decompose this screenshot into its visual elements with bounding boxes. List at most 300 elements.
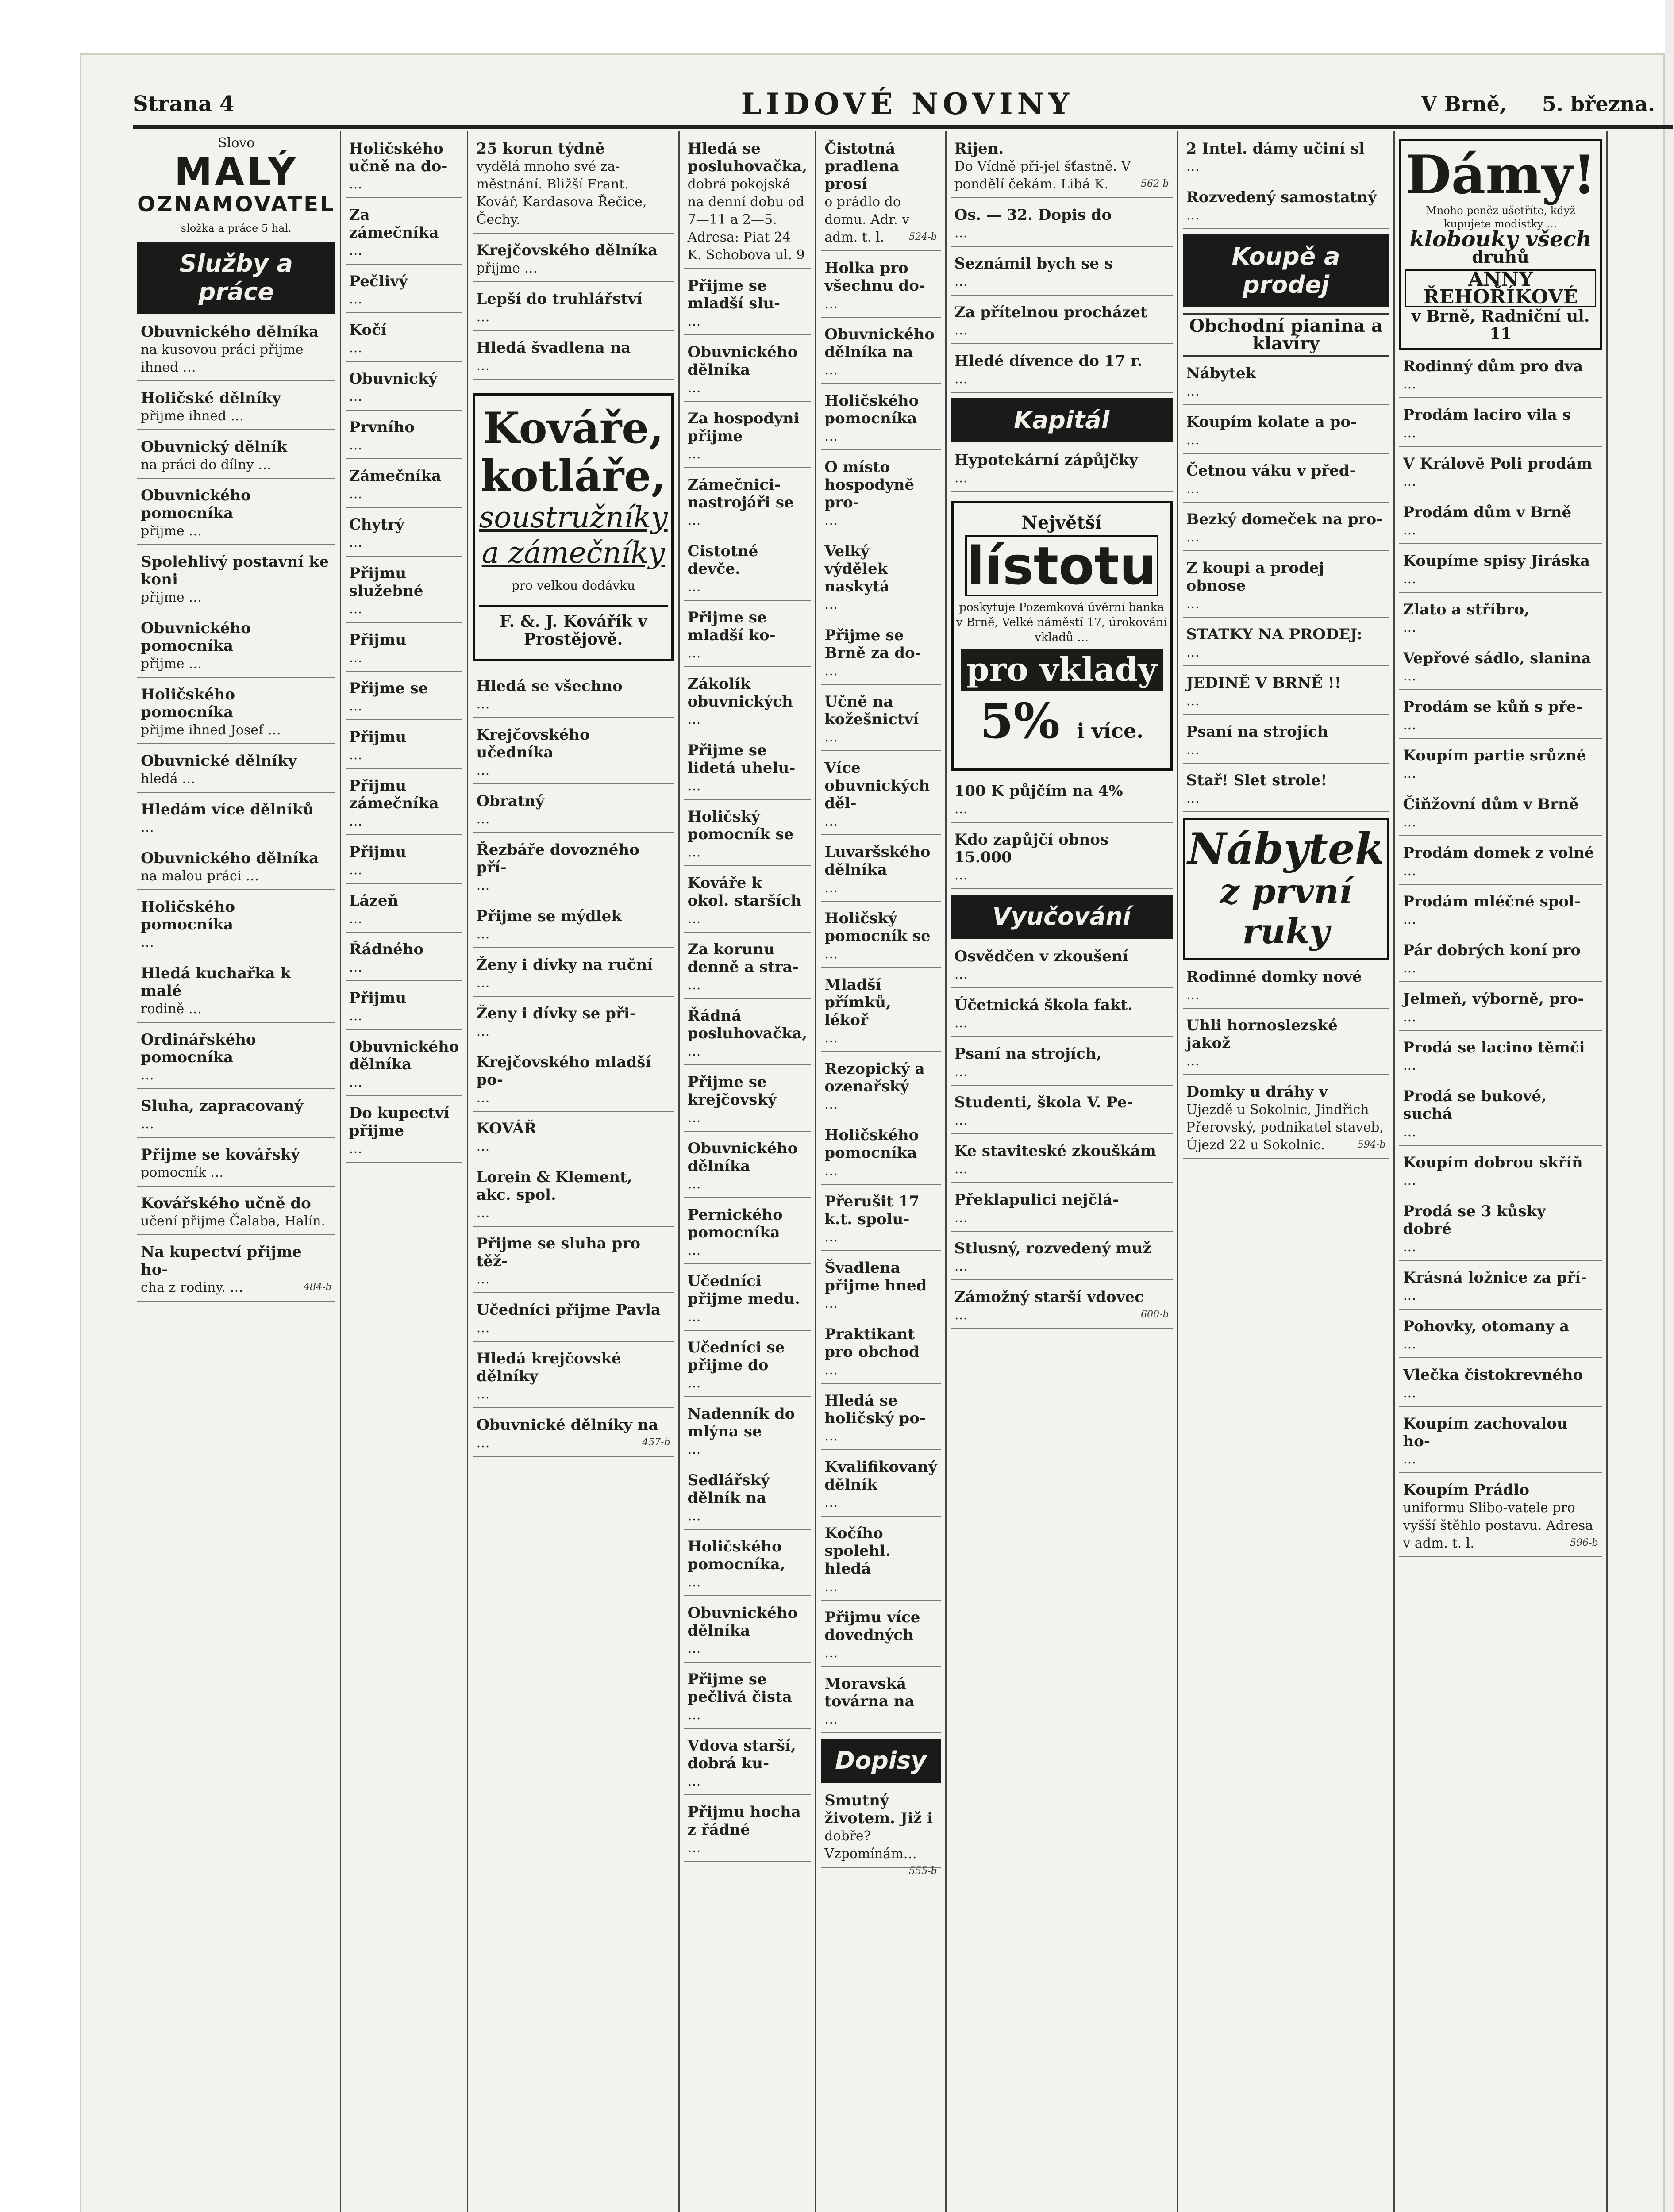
ad-keyword: Čiňžovní dům v Brně: [1403, 795, 1579, 813]
ad-keyword: Zlato a stříbro,: [1403, 601, 1530, 618]
ad-body: …: [954, 323, 968, 338]
ad-keyword: Smutný životem. Již i: [824, 1792, 933, 1827]
ad-body: …: [476, 1320, 490, 1336]
ad-body: …: [476, 926, 490, 942]
ad-body: …: [954, 1307, 968, 1323]
listek-pro-vklady: pro vklady: [961, 649, 1163, 691]
ad-body: …: [687, 1840, 701, 1855]
ad-body: …: [1403, 1452, 1416, 1467]
ad-body: …: [1186, 742, 1200, 757]
ad-body: …: [1403, 668, 1416, 684]
ad-body: …: [824, 1579, 838, 1594]
ad-body: …: [687, 712, 701, 727]
listek-text: poskytuje Pozemková úvěrní banka v Brně, Velké náměstí 17, úrokování vkladů …: [956, 601, 1167, 644]
ad-body: …: [1403, 1336, 1416, 1352]
header-rule: [133, 125, 1673, 129]
ad-body: …: [1403, 863, 1416, 879]
ad-body: …: [476, 358, 490, 373]
damy-name: ANNY ŘEHOŘÍKOVÉ: [1405, 269, 1596, 307]
classified-ad: [473, 1166, 673, 1227]
ad-body: …: [476, 1435, 490, 1451]
ad-body: …: [824, 1712, 838, 1727]
ad-keyword: Zámožný starší vdovec: [954, 1288, 1144, 1306]
ad-list: [1183, 362, 1389, 812]
kovare-line1: Kováře,: [483, 403, 664, 453]
ad-keyword: Překlapulici nejčlá-: [954, 1191, 1119, 1209]
classified-ad: [1183, 557, 1389, 618]
classified-ad: [137, 798, 335, 841]
ad-body: …: [687, 1243, 701, 1258]
ad-body: hledá …: [141, 771, 196, 787]
ad-keyword: Obuvnického pomocníka: [141, 619, 251, 655]
ad-keyword: Koupím kolate a po-: [1186, 413, 1357, 431]
classified-ad: [684, 1137, 811, 1198]
ad-body: …: [1403, 1058, 1416, 1073]
classified-ad: [951, 1286, 1173, 1329]
classified-ad: [821, 257, 940, 318]
classified-ad: [821, 1455, 940, 1517]
ad-keyword: Krásná ložnice za pří-: [1403, 1269, 1587, 1286]
ad-keyword: Přijmu: [349, 631, 407, 649]
ad-keyword: Hledám více dělníků: [141, 801, 314, 818]
ad-body: …: [954, 371, 968, 387]
ad-keyword: Za korunu denně a stra-: [687, 941, 799, 976]
ad-body: …: [1186, 384, 1200, 399]
ad-body: …: [349, 535, 362, 550]
ad-keyword: Kočí: [349, 321, 387, 339]
ad-body: …: [824, 814, 838, 829]
ad-keyword: Pohovky, otomany a: [1403, 1317, 1570, 1335]
classified-ad: [951, 301, 1173, 344]
ad-body: …: [687, 380, 701, 396]
maly-oznamovatel-block: [137, 134, 335, 237]
classified-ad: [821, 1323, 940, 1384]
ad-body: na malou práci …: [141, 868, 259, 884]
ad-keyword: Sluha, zapracovaný: [141, 1097, 304, 1115]
ad-body: …: [824, 597, 838, 612]
ad-number: 524-b: [909, 231, 937, 242]
ad-keyword: Hledé dívence do 17 r.: [954, 352, 1143, 370]
ad-keyword: Učedníci se přijme do: [687, 1339, 785, 1374]
classified-ad: [1183, 720, 1389, 764]
koupe-subtitle: Obchodní pianina a klavíry: [1183, 313, 1389, 357]
ad-keyword: Rodinné domky nové: [1186, 968, 1362, 986]
classified-ad: [821, 1190, 940, 1251]
ad-keyword: Na kupectví přijme ho-: [141, 1243, 302, 1279]
classified-ad: [1399, 598, 1601, 641]
ad-keyword: Řezbáře dovozného pří-: [476, 841, 639, 876]
classified-ad: [684, 1601, 811, 1663]
classified-ad: [346, 938, 463, 981]
ad-keyword: Holičský pomocník se: [824, 910, 931, 945]
ad-keyword: Studenti, škola V. Pe-: [954, 1094, 1133, 1111]
ad-body: …: [476, 696, 490, 712]
ad-body: …: [476, 1205, 490, 1221]
ad-body: …: [824, 730, 838, 745]
classified-ad: [1399, 1085, 1601, 1146]
ad-keyword: Jelmeň, výborně, pro-: [1403, 990, 1584, 1008]
ad-body: …: [349, 1075, 362, 1090]
classified-ad: [1183, 1080, 1389, 1159]
classified-ad: [684, 274, 811, 335]
ad-keyword: Přerušit 17 k.t. spolu-: [824, 1193, 920, 1228]
ad-keyword: O místo hospodyně pro-: [824, 458, 915, 511]
ad-list: [1183, 965, 1389, 1159]
classified-ad: [951, 945, 1173, 988]
ad-keyword: Obuvnický dělník: [141, 438, 287, 456]
ad-body: …: [1403, 814, 1416, 830]
ad-body: …: [824, 429, 838, 444]
ad-list: [137, 320, 335, 1302]
ad-list: [1183, 137, 1389, 229]
ad-body: …: [687, 911, 701, 926]
classified-ad: [137, 387, 335, 430]
listek-percent-suffix: i více.: [1077, 719, 1144, 743]
classified-ad: [346, 726, 463, 769]
ad-keyword: Kdo zapůjčí obnos 15.000: [954, 831, 1109, 866]
ad-keyword: Přijme se Brně za do-: [824, 626, 921, 662]
page-header: [133, 88, 1673, 119]
classified-ad: [1399, 1266, 1601, 1310]
classified-ad: [951, 1091, 1173, 1134]
ad-body: …: [1186, 645, 1200, 660]
classified-ad: [473, 288, 673, 331]
ad-body: …: [1403, 1009, 1416, 1025]
ad-body: …: [1403, 1239, 1416, 1255]
classified-ad: [821, 323, 940, 384]
ad-body: …: [476, 763, 490, 778]
ad-body: …: [476, 878, 490, 893]
classified-ad: [473, 790, 673, 833]
classified-ad: [1183, 459, 1389, 503]
kovare-line3: soustružníky: [479, 500, 668, 534]
ad-list: [821, 1789, 940, 1877]
ad-keyword: Sedlářský dělník na: [687, 1471, 770, 1507]
ad-keyword: Bezký domeček na pro-: [1186, 511, 1383, 528]
classified-ad: [1399, 452, 1601, 495]
classified-ad: [821, 690, 940, 751]
classified-ad: [346, 774, 463, 835]
classified-ad: [137, 320, 335, 381]
ad-keyword: Přijmu více dovedných: [824, 1609, 920, 1644]
ad-body: pomocník …: [141, 1165, 224, 1180]
ad-number: 594-b: [1357, 1139, 1386, 1150]
ad-body: …: [954, 1161, 968, 1177]
classified-ad: [1183, 672, 1389, 715]
ad-body: …: [1186, 1053, 1200, 1069]
classified-ad: [137, 435, 335, 479]
ad-body: …: [824, 1429, 838, 1444]
page-number: Strana 4: [133, 92, 235, 116]
ad-body: …: [954, 1210, 968, 1225]
ad-keyword: Velký výdělek naskytá: [824, 542, 890, 595]
ad-number: 562-b: [1141, 178, 1169, 189]
classified-ad: [473, 1232, 673, 1293]
classified-ad: [1399, 695, 1601, 739]
ad-body: …: [687, 1375, 701, 1391]
ad-keyword: Luvaršského dělníka: [824, 843, 931, 879]
damy-title: Dámy!: [1405, 144, 1596, 206]
ad-body: …: [687, 1044, 701, 1059]
ad-body: …: [824, 1296, 838, 1311]
classified-ad: [951, 449, 1173, 492]
classified-ad: [951, 780, 1173, 823]
ad-body: …: [349, 699, 362, 714]
ad-list: [1399, 355, 1601, 1557]
ad-body: …: [349, 862, 362, 878]
classified-ad: [473, 1298, 673, 1342]
ad-keyword: Hledá krejčovské dělníky: [476, 1350, 621, 1385]
classified-ad: [684, 407, 811, 468]
ad-body: přijme …: [141, 656, 202, 672]
scan-margin-top: [0, 0, 1674, 53]
ad-keyword: Přijme se kovářský: [141, 1146, 300, 1164]
classified-ad: [821, 1389, 940, 1450]
ad-body: …: [1403, 912, 1416, 927]
classified-ad: [137, 1094, 335, 1138]
classified-ad: [684, 1535, 811, 1596]
classified-ad: [346, 562, 463, 623]
ad-body: …: [687, 1110, 701, 1125]
ad-list: [684, 137, 811, 1862]
classified-ad: [473, 953, 673, 997]
classified-ad: [684, 473, 811, 534]
classified-ad: [473, 723, 673, 784]
ad-body: …: [687, 1641, 701, 1656]
ad-keyword: Za hospodyni přijme: [687, 410, 800, 445]
ad-body: …: [349, 340, 362, 356]
classified-ad: [951, 349, 1173, 393]
ad-keyword: Obuvnického dělníka: [349, 1038, 459, 1073]
ad-keyword: 100 K půjčím na 4%: [954, 782, 1123, 800]
ad-keyword: Pečlivý: [349, 273, 408, 290]
classified-ad: [1183, 137, 1389, 180]
ad-body: …: [1403, 960, 1416, 976]
ad-keyword: Obuvnické dělníky: [141, 752, 297, 770]
listek-advertisement: [951, 501, 1173, 771]
ad-body: …: [687, 579, 701, 595]
classified-ad: [684, 137, 811, 269]
ad-body: …: [954, 801, 968, 817]
classified-ad: [951, 994, 1173, 1037]
classified-ad: [346, 889, 463, 933]
classified-ad: [346, 987, 463, 1030]
classified-ad: [951, 1237, 1173, 1280]
ad-keyword: 2 Intel. dámy učiní sl: [1186, 140, 1365, 157]
ad-keyword: Kováře k okol. starších: [687, 874, 802, 910]
ad-body: vydělá mnoho své za-městnání. Bližší Frant. Kovář, Kardasova Řečice, Čechy.: [476, 159, 647, 227]
ad-keyword: Vepřové sádlo, slanina: [1403, 649, 1591, 667]
ad-body: …: [687, 645, 701, 661]
classified-ad: [1183, 965, 1389, 1009]
maly-price-note: složka a práce 5 hal.: [181, 222, 292, 234]
ad-list: [951, 780, 1173, 889]
section-banner-sluzby: Služby a práce: [137, 242, 335, 314]
ad-body: …: [824, 1097, 838, 1112]
ad-keyword: Spolehlivý postavní ke koni: [141, 553, 329, 588]
classified-ad: [473, 1002, 673, 1045]
classified-ad: [821, 1606, 940, 1667]
ad-number: 555-b: [909, 1866, 937, 1877]
damy-address: v Brně, Radniční ul. 11: [1411, 307, 1590, 343]
classified-ad: [951, 204, 1173, 247]
ad-body: …: [687, 845, 701, 860]
ad-keyword: Koupím zachovalou ho-: [1403, 1415, 1568, 1450]
masthead: LIDOVÉ NOVINY: [741, 87, 1074, 121]
damy-advertisement: [1399, 139, 1601, 350]
column-9: [1608, 131, 1673, 2212]
ad-keyword: Hledá se všechno: [476, 677, 623, 695]
ad-keyword: Holičského pomocníka: [141, 898, 235, 933]
ad-keyword: Holičské dělníky: [141, 389, 281, 407]
ad-body: …: [1403, 376, 1416, 392]
ad-keyword: Obuvnického dělníka: [141, 849, 319, 867]
ad-keyword: Pár dobrých koní pro: [1403, 941, 1581, 959]
maly-title: MALÝ: [174, 150, 298, 194]
ad-body: …: [687, 1774, 701, 1789]
classified-ad: [473, 1051, 673, 1112]
ad-keyword: Nábytek: [1186, 365, 1256, 382]
classified-ad: [1399, 549, 1601, 593]
ad-body: …: [824, 362, 838, 378]
classified-ad: [684, 1734, 811, 1795]
classified-ad: [821, 456, 940, 534]
ad-keyword: Učedníci přijme Pavla: [476, 1301, 661, 1319]
classified-ad: [473, 675, 673, 718]
classified-ad: [473, 336, 673, 380]
ad-body: …: [476, 1271, 490, 1287]
classified-ad: [346, 137, 463, 198]
ad-keyword: Holičského pomocníka: [141, 686, 235, 721]
ad-body: …: [954, 274, 968, 289]
ad-keyword: Prodá se 3 kůsky dobré: [1403, 1202, 1546, 1238]
ad-body: …: [954, 1064, 968, 1079]
column-3: [468, 131, 679, 2212]
ad-keyword: Obuvnického dělníka: [687, 1140, 798, 1175]
classified-ad: [1399, 939, 1601, 982]
ad-keyword: Účetnická škola fakt.: [954, 996, 1133, 1014]
classified-ad: [821, 907, 940, 968]
ad-body: …: [687, 1442, 701, 1457]
ad-keyword: Čistotná pradlena prosí: [824, 140, 899, 193]
classified-ad: [137, 1192, 335, 1235]
ad-keyword: Hledá švadlena na: [476, 339, 631, 357]
city: V Brně,: [1421, 92, 1507, 116]
oznamovatel-title: OZNAMOVATEL: [137, 192, 335, 217]
ad-body: …: [824, 1362, 838, 1378]
kovare-line2: kotláře,: [481, 451, 666, 501]
ad-body: …: [687, 1176, 701, 1192]
classified-ad: [137, 617, 335, 678]
ad-keyword: Přijme se mladší slu-: [687, 277, 781, 312]
ad-body: uniformu Slibo-vatele pro vyšší štěhlo postavu. Adresa v adm. t. l.: [1403, 1500, 1593, 1551]
classified-ad: [346, 677, 463, 720]
ad-keyword: Zákolík obuvnických: [687, 675, 793, 710]
ad-keyword: Přijme se pečlivá čista: [687, 1671, 792, 1706]
ad-keyword: Psaní na strojích: [1186, 723, 1328, 741]
ad-body: Do Vídně při-jel šťastně. V pondělí čekám. Libá K.: [954, 159, 1131, 192]
ad-keyword: Holičského pomocníka: [824, 1126, 919, 1162]
ad-body: …: [687, 1707, 701, 1723]
ad-keyword: Lorein & Klement, akc. spol.: [476, 1168, 632, 1204]
ad-body: …: [824, 1030, 838, 1046]
damy-druhu: druhů: [1472, 247, 1529, 267]
classified-ad: [346, 270, 463, 313]
classified-ad: [821, 973, 940, 1052]
ad-body: …: [824, 1495, 838, 1510]
classified-ad: [821, 1789, 940, 1877]
ad-body: …: [824, 1229, 838, 1245]
ad-keyword: Kočího spolehl. hledá: [824, 1525, 891, 1578]
ad-body: …: [954, 868, 968, 883]
ad-body: …: [1186, 791, 1200, 806]
ad-keyword: Řádného: [349, 941, 424, 958]
classified-ad: [346, 628, 463, 672]
ad-body: …: [1186, 481, 1200, 496]
ad-keyword: Obuvnického dělníka na: [824, 326, 935, 361]
ad-keyword: Prodám mléčné spol-: [1403, 893, 1581, 910]
ad-keyword: Rijen.: [954, 140, 1004, 157]
classified-ad: [1399, 744, 1601, 787]
ad-keyword: Koupím partie srůzné: [1403, 747, 1586, 764]
ad-keyword: Obratný: [476, 792, 544, 810]
ad-list: [346, 137, 463, 1163]
ad-body: …: [687, 1508, 701, 1524]
ad-keyword: Holka pro všechnu do-: [824, 259, 925, 295]
classified-ad: [684, 672, 811, 733]
ad-body: …: [141, 1068, 154, 1083]
classified-ad: [1399, 841, 1601, 885]
classified-ad: [1183, 411, 1389, 454]
ad-keyword: JEDINĚ V BRNĚ !!: [1186, 674, 1341, 692]
ad-body: o prádlo do domu. Adr. v adm. t. l.: [824, 194, 910, 245]
ad-body: …: [476, 309, 490, 325]
ad-body: …: [824, 946, 838, 962]
column-2: [341, 131, 469, 2212]
ad-body: …: [1186, 432, 1200, 448]
ad-keyword: Přijme se sluha pro těž-: [476, 1235, 640, 1270]
ad-body: rodině …: [141, 1001, 202, 1017]
classified-ad: [821, 137, 940, 251]
ad-body: …: [824, 880, 838, 895]
classified-ad: [1399, 403, 1601, 447]
classified-ad: [684, 1402, 811, 1463]
damy-intro: Mnoho peněz ušetříte, když kupujete modistky …: [1426, 204, 1575, 230]
ad-keyword: Ordinářského pomocníka: [141, 1031, 256, 1066]
classified-ad: [137, 1143, 335, 1187]
ad-body: …: [1186, 693, 1200, 709]
nabytek-advertisement: [1183, 818, 1389, 960]
ad-body: …: [476, 1090, 490, 1106]
ad-keyword: Uhli hornoslezské jakož: [1186, 1017, 1338, 1052]
ad-body: …: [349, 438, 362, 453]
classified-ad: [137, 847, 335, 890]
classified-ad: [821, 757, 940, 835]
ad-body: …: [476, 1139, 490, 1154]
ad-keyword: Lázeň: [349, 892, 399, 910]
ad-keyword: Četnou váku v před-: [1186, 462, 1356, 480]
ad-keyword: Prodám se kůň s pře-: [1403, 698, 1583, 716]
ad-keyword: Zámečníka: [349, 467, 442, 485]
ad-keyword: Praktikant pro obchod: [824, 1325, 920, 1361]
ad-body: …: [349, 960, 362, 975]
ad-keyword: Koupíme spisy Jiráska: [1403, 552, 1590, 570]
ad-keyword: 25 korun týdně: [476, 140, 605, 157]
classified-ad: [951, 1140, 1173, 1183]
ad-body: přijme …: [141, 523, 202, 539]
classified-ad: [1183, 769, 1389, 812]
kovare-advertisement: [473, 393, 673, 661]
